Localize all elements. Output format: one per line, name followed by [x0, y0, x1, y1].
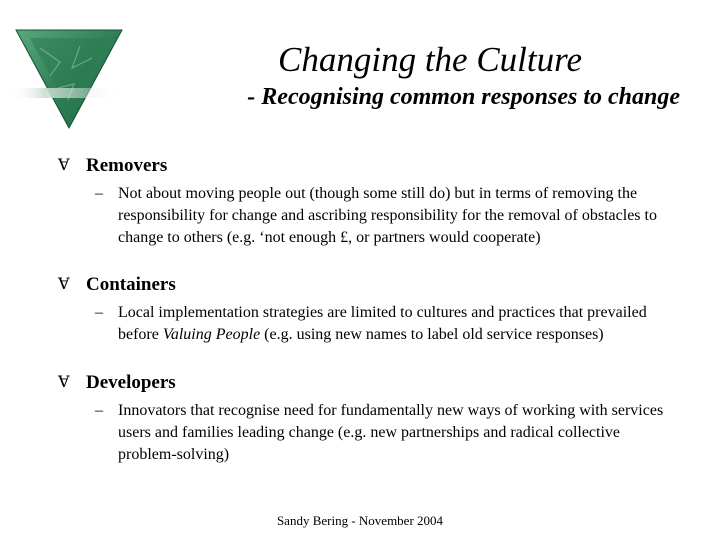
emphasized-text: Valuing People: [162, 326, 261, 343]
bullet-icon: Ɐ: [58, 276, 70, 293]
slide-subtitle: - Recognising common responses to change: [247, 84, 680, 110]
slide-footer: Sandy Bering - November 2004: [276, 513, 444, 528]
text-segment: (e.g. using new names to label old service responses): [260, 326, 604, 343]
section-heading: Containers: [86, 274, 176, 295]
section-text: [118, 302, 668, 346]
dash-icon: –: [95, 402, 103, 419]
text-segment: Local implementation strategies are limited to cultures and practices that prevailed before: [118, 304, 647, 343]
section-text: Innovators that recognise need for fundamentally new ways of working with services users and families leading change (e.g. new partnerships and radical collective problem-solving): [118, 402, 664, 463]
slide-title: Changing the Culture: [278, 40, 582, 79]
section-heading: Developers: [86, 372, 176, 393]
section-heading: Removers: [86, 155, 168, 176]
dash-icon: –: [95, 304, 103, 321]
bullet-icon: Ɐ: [58, 374, 70, 391]
bullet-icon: Ɐ: [58, 157, 70, 174]
triangle-logo-icon: [10, 28, 128, 132]
section-text: Not about moving people out (though some still do) but in terms of removing the responsibility for change and ascribing responsibility for the removal of obstacles to change to others (e.g. ‘not enough £, or partners would cooperate): [118, 185, 657, 246]
dash-icon: –: [95, 185, 103, 202]
